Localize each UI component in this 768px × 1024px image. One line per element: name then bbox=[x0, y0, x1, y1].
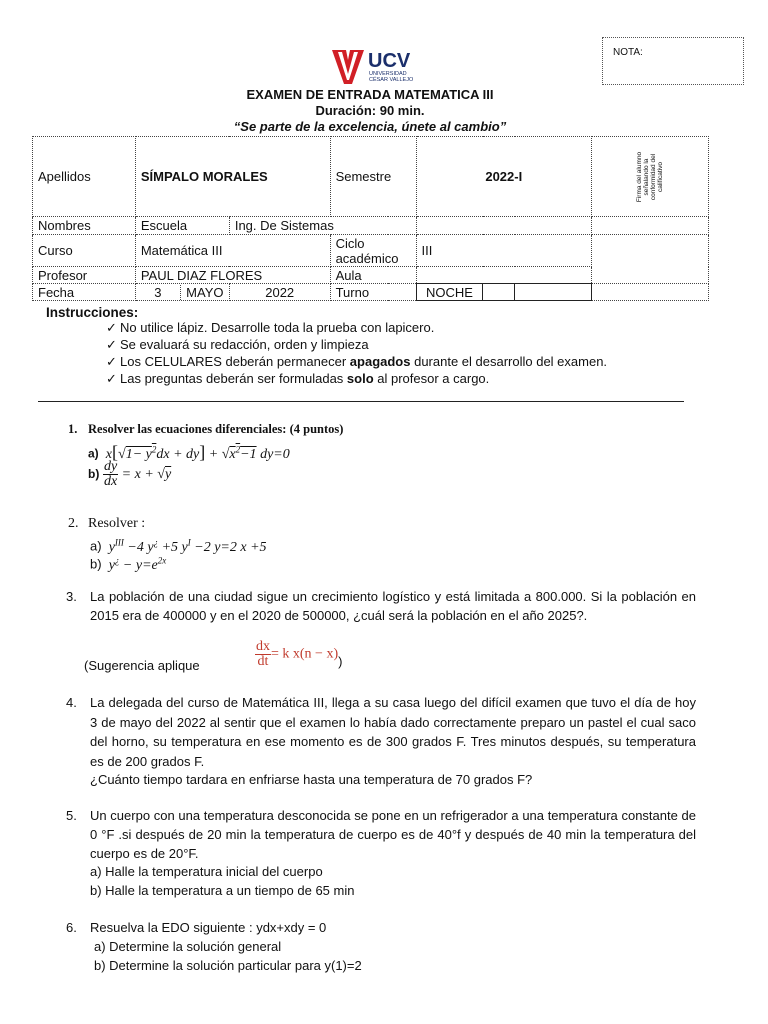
question-1a: a) $x[√1- y^2dx + dy] + √x^2-1$ dy=0 bbox=[88, 441, 290, 462]
grade-box bbox=[602, 37, 744, 85]
question-6-text: Resuelva la EDO siguiente : ydx+xdy = 0 bbox=[90, 920, 327, 935]
question-5-number: 5. bbox=[66, 808, 77, 823]
instructions-title: Instrucciones: bbox=[46, 305, 139, 320]
escuela-label: Escuela bbox=[135, 217, 229, 235]
divider bbox=[38, 401, 684, 402]
curso-value: Matemática III bbox=[135, 235, 330, 267]
fecha-day: 3 bbox=[136, 285, 181, 300]
curso-label: Curso bbox=[33, 235, 136, 267]
ucv-logo bbox=[330, 46, 416, 86]
question-6a: a) Determine la solución general bbox=[94, 939, 282, 954]
exam-duration: Duración: 90 min. bbox=[315, 103, 425, 118]
question-3-number: 3. bbox=[66, 589, 77, 604]
question-1-title: 1. Resolver las ecuaciones diferenciales: (4 puntos) bbox=[68, 422, 344, 436]
instruction-item: ✓ Las preguntas deberán ser formuladas solo al profesor a cargo. bbox=[106, 371, 490, 386]
checkmark-icon: ✓ bbox=[106, 337, 117, 352]
svg-text:CÉSAR VALLEJO: CÉSAR VALLEJO bbox=[369, 77, 414, 83]
question-4-number: 4. bbox=[66, 695, 77, 710]
logo-text: UCV bbox=[368, 50, 411, 72]
exam-motto: “Se parte de la excelencia, únete al cambio” bbox=[233, 119, 507, 134]
question-1b: b) $\frac{dy}{dx}$ = x + √y bbox=[88, 459, 172, 489]
checkmark-icon: ✓ bbox=[106, 354, 117, 369]
question-5a: a) Halle la temperatura inicial del cuerpo bbox=[90, 864, 323, 879]
ciclo-value: III bbox=[416, 235, 592, 267]
question-4-question: ¿Cuánto tiempo tardara en enfriarse hasta una temperatura de 70 grados F? bbox=[90, 772, 533, 787]
escuela-value: Ing. De Sistemas bbox=[229, 217, 416, 235]
grade-label: NOTA: bbox=[613, 47, 643, 58]
question-3-text: La población de una ciudad sigue un crecimiento logístico y está limitada a 800.000. Si la población en 2015 era de 400000 y en el 2020 de 500000, ¿cuál será la población en el año 2025?. bbox=[90, 589, 696, 623]
svg-text:UNIVERSIDAD: UNIVERSIDAD bbox=[369, 71, 407, 77]
question-3-hint: (Sugerencia aplique bbox=[84, 658, 200, 673]
turno-label: Turno bbox=[330, 284, 416, 301]
ciclo-label: Ciclo académico bbox=[330, 235, 416, 267]
signature-cell bbox=[592, 137, 709, 217]
checkmark-icon: ✓ bbox=[106, 371, 117, 386]
fecha-year: 2022 bbox=[229, 284, 330, 301]
checkmark-icon: ✓ bbox=[106, 320, 117, 335]
instruction-item: ✓ No utilice lápiz. Desarrolle toda la prueba con lapicero. bbox=[106, 320, 435, 335]
logistic-formula: $\frac{dx}{dt}$ = k x(n − x)) bbox=[256, 639, 343, 669]
question-4-text: La delegada del curso de Matemática III, llega a su casa luego del difícil examen que tuvo el día de hoy 3 de mayo del 2022 al sentir que el examen lo había dado correctamente preparo un pastel el cual saco del horno, su temperatura en ese momento es de 300 grados F. Tres minutos después, su temperatura es de 200 grados F. bbox=[90, 695, 696, 769]
apellidos-value: SÍMPALO MORALES bbox=[135, 137, 330, 217]
turno-value: NOCHE bbox=[416, 284, 483, 301]
question-6-number: 6. bbox=[66, 920, 77, 935]
profesor-value: PAUL DIAZ FLORES bbox=[135, 267, 330, 284]
profesor-label: Profesor bbox=[33, 267, 136, 284]
question-2b: b) $y^¿ - y=e^{2x}$ bbox=[90, 555, 167, 573]
question-5-text: Un cuerpo con una temperatura desconocida se pone en un refrigerador a una temperatura constante de 0 °F .si después de 20 min la temperatura de cuerpo es de 40°f y después de 40 min la temperatura del cuerpo es de 20°F. bbox=[90, 808, 696, 861]
instruction-item: ✓ Se evaluará su redacción, orden y limpieza bbox=[106, 337, 369, 352]
semestre-value: 2022-I bbox=[416, 137, 592, 217]
question-2-title: 2. Resolver : bbox=[68, 516, 146, 531]
instruction-item: ✓ Los CELULARES deberán permanecer apagados durante el desarrollo del examen. bbox=[106, 354, 608, 369]
semestre-label: Semestre bbox=[330, 137, 416, 217]
question-2a: a) $y^{III} -4$ y¿ +5 $y^I -2$ y=2 x +5 bbox=[90, 537, 267, 555]
signature-note: Firma del alumno señalando la conformidad del calificativo bbox=[636, 151, 665, 202]
aula-label: Aula bbox=[330, 267, 416, 284]
fecha-month: MAYO bbox=[186, 284, 224, 300]
exam-title: EXAMEN DE ENTRADA MATEMATICA III bbox=[246, 87, 494, 102]
apellidos-label: Apellidos bbox=[33, 137, 136, 217]
question-5b: b) Halle la temperatura a un tiempo de 65 min bbox=[90, 883, 355, 898]
fecha-label: Fecha bbox=[33, 284, 136, 301]
student-info-table bbox=[32, 136, 709, 301]
nombres-label: Nombres bbox=[33, 217, 136, 235]
question-6b: b) Determine la solución particular para y(1)=2 bbox=[94, 958, 362, 973]
